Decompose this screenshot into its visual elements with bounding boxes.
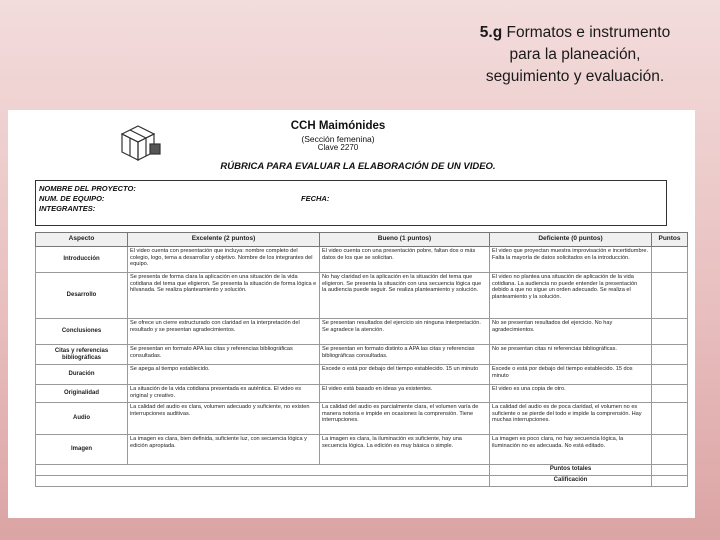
deficient-cell: Excede o está por debajo del tiempo establecido. 15 dos minuto: [490, 365, 652, 385]
aspect-cell: Introducción: [36, 247, 128, 273]
org-section: (Sección femenina): [301, 134, 375, 144]
good-cell: Se presentan en formato distinto a APA las citas y referencias bibliográficas consultadas.: [320, 345, 490, 365]
slide-number: 5.g: [479, 24, 503, 41]
aspect-cell: Imagen: [36, 435, 128, 465]
good-cell: El video cuenta con una presentación pobre, faltan dos o más datos de los que se solicitan.: [320, 247, 490, 273]
members-label: INTEGRANTES:: [39, 204, 96, 213]
header-row: [36, 233, 688, 247]
good-cell: El video está basado en ideas ya existentes.: [320, 385, 490, 403]
good-cell: La calidad del audio es parcialmente clara, el volumen varía de manera notoria e impide en ocasiones la comprensión. Tiene interrupciones.: [320, 403, 490, 435]
points-cell[interactable]: [652, 273, 688, 319]
excellent-cell: Se apega al tiempo establecido.: [128, 365, 320, 385]
table-row: [36, 365, 688, 385]
rubric-title: RÚBRICA PARA EVALUAR LA ELABORACIÓN DE UN VIDEO.: [220, 161, 496, 172]
good-cell: Excede o está por debajo del tiempo establecido. 15 un minuto: [320, 365, 490, 385]
slide-title-line1: Formatos e instrumento: [506, 24, 671, 41]
good-cell: No hay claridad en la aplicación en la situación del tema que eligieron. Se presenta la situación con una secuencia lógica que la audiencia puede seguir. Se realiza planteamiento y solución.: [320, 273, 490, 319]
excellent-cell: Se presentan en formato APA las citas y referencias bibliográficas consultadas.: [128, 345, 320, 365]
points-cell[interactable]: [652, 319, 688, 345]
excellent-cell: El video cuenta con presentación que incluya: nombre completo del colegio, logo, tema a desarrollar y objetivo. Nombre de los integrantes del equipo.: [128, 247, 320, 273]
grade-label: Calificación: [490, 476, 652, 487]
school-logo-icon: [116, 120, 164, 164]
points-cell[interactable]: [652, 403, 688, 435]
date-label: FECHA:: [301, 194, 330, 203]
excellent-cell: La calidad del audio es clara, volumen adecuado y suficiente, no existen interrupciones auditivas.: [128, 403, 320, 435]
deficient-cell: No se presentan resultados del ejercicio. No hay agradecimientos.: [490, 319, 652, 345]
aspect-cell: Duración: [36, 365, 128, 385]
table-row: [36, 385, 688, 403]
points-cell[interactable]: [652, 247, 688, 273]
deficient-cell: El video es una copia de otro.: [490, 385, 652, 403]
good-cell: La imagen es clara, la iluminación es suficiente, hay una secuencia lógica. La edición es muy básica o simple.: [320, 435, 490, 465]
deficient-cell: La imagen es poco clara, no hay secuencia lógica, la iluminación no es adecuada. No está editado.: [490, 435, 652, 465]
rubric-table: [35, 232, 688, 487]
table-row: [36, 435, 688, 465]
excellent-cell: Se ofrece un cierre estructurado con claridad en la interpretación del resultado y se presentan agradecimientos.: [128, 319, 320, 345]
grade-row: [36, 476, 688, 487]
points-cell[interactable]: [652, 385, 688, 403]
project-info-box: [35, 180, 667, 226]
deficient-cell: El video no plantea una situación de aplicación de la vida cotidiana. La audiencia no puede entender la presentación debido a que no sigue un orden adecuado. Se realiza el planteamiento y la solución.: [490, 273, 652, 319]
slide-title-line3: seguimiento y evaluación.: [485, 68, 665, 85]
table-row: [36, 319, 688, 345]
deficient-cell: No se presentan citas ni referencias bibliográficas.: [490, 345, 652, 365]
total-points-label: Puntos totales: [490, 465, 652, 476]
project-name-label: NOMBRE DEL PROYECTO:: [39, 184, 136, 193]
table-row: [36, 273, 688, 319]
rubric-document: [8, 110, 695, 518]
table-row: [36, 247, 688, 273]
aspect-cell: Originalidad: [36, 385, 128, 403]
header-aspect: Aspecto: [36, 233, 128, 247]
grade-cell[interactable]: [652, 476, 688, 487]
aspect-cell: Audio: [36, 403, 128, 435]
org-name: CCH Maimónides: [290, 120, 386, 132]
excellent-cell: La imagen es clara, bien definida, suficiente luz, con secuencia lógica y edición apropiada.: [128, 435, 320, 465]
total-points-cell[interactable]: [652, 465, 688, 476]
good-cell: Se presentan resultados del ejercicio sin ninguna interpretación. Se agradece la atención.: [320, 319, 490, 345]
aspect-cell: Citas y referencias bibliográficas: [36, 345, 128, 365]
points-cell[interactable]: [652, 365, 688, 385]
points-cell[interactable]: [652, 345, 688, 365]
points-cell[interactable]: [652, 435, 688, 465]
deficient-cell: La calidad del audio es de poca claridad, el volumen no es suficiente o se pierde del todo e impide la comprensión. Hay muchas interrupciones.: [490, 403, 652, 435]
deficient-cell: El video que proyectan muestra improvisación e incertidumbre. Falta la mayoría de datos solicitados en la introducción.: [490, 247, 652, 273]
slide-title-line2: para la planeación,: [509, 46, 641, 63]
header-good: Bueno (1 puntos): [320, 233, 490, 247]
table-row: [36, 403, 688, 435]
total-points-row: [36, 465, 688, 476]
header-points: Puntos: [652, 233, 688, 247]
excellent-cell: Se presenta de forma clara la aplicación en una situación de la vida cotidiana del tema que eligieron. Se presenta la situación de forma lógica e hilvanada. Se realiza planteamiento y solución.: [128, 273, 320, 319]
slide-title: [430, 22, 720, 88]
aspect-cell: Desarrollo: [36, 273, 128, 319]
header-deficient: Deficiente (0 puntos): [490, 233, 652, 247]
header-excellent: Excelente (2 puntos): [128, 233, 320, 247]
team-number-label: NUM. DE EQUIPO:: [39, 194, 105, 203]
table-row: [36, 345, 688, 365]
excellent-cell: La situación de la vida cotidiana presentada es auténtica. El video es original y creativo.: [128, 385, 320, 403]
aspect-cell: Conclusiones: [36, 319, 128, 345]
org-code: Clave 2270: [317, 143, 359, 152]
